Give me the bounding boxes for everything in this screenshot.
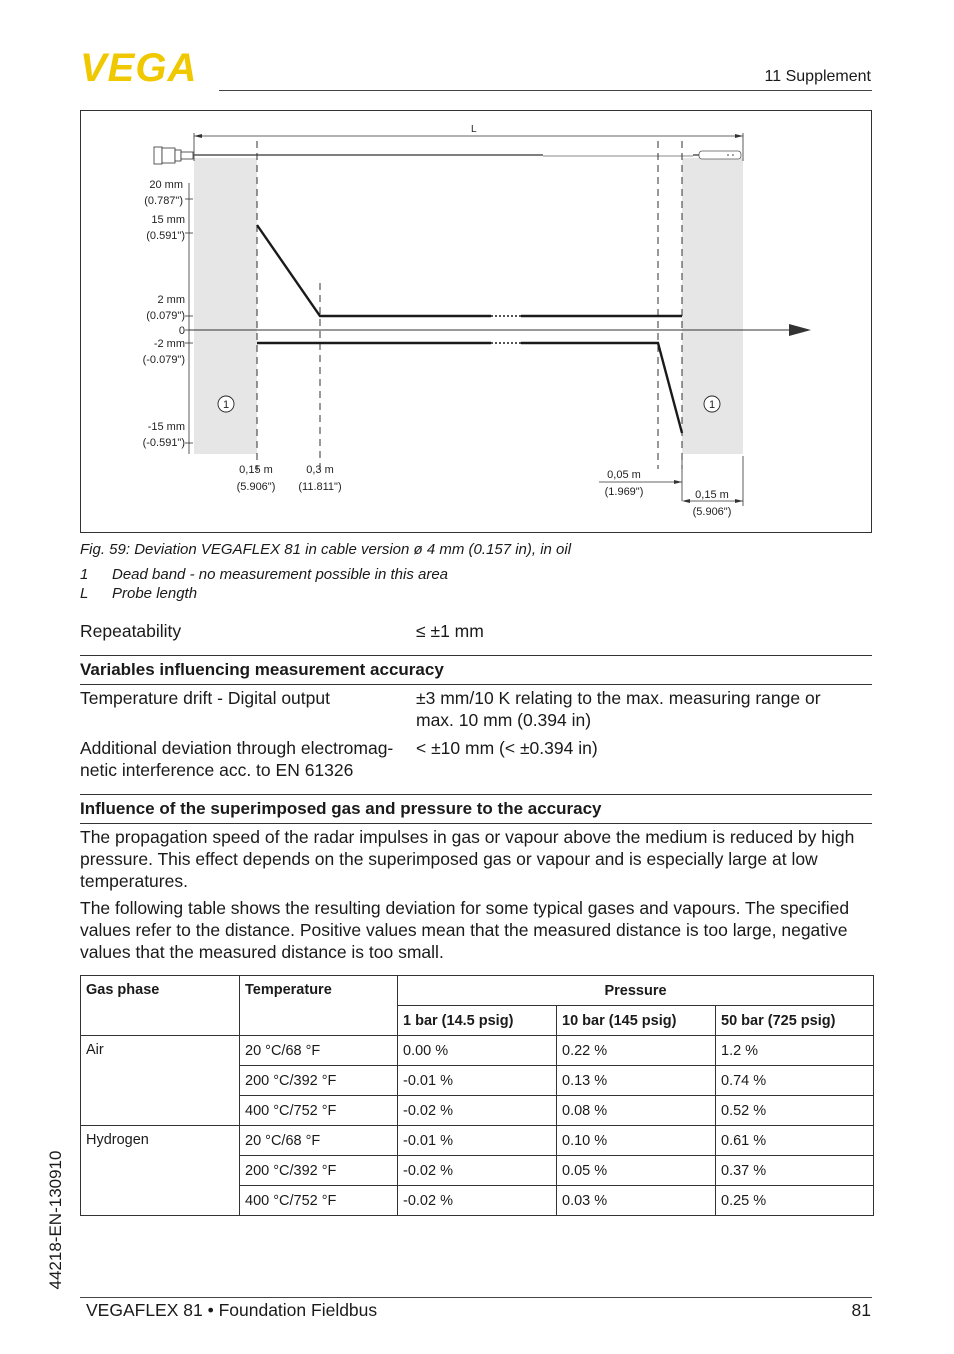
emi-value: < ±10 mm (< ±0.394 in) (416, 738, 598, 758)
header-gas-phase: Gas phase (81, 976, 240, 1036)
header-pressure-50bar: 50 bar (725 psig) (716, 1006, 874, 1036)
dead-band-marker-left (218, 396, 234, 412)
header-temperature: Temperature (240, 976, 398, 1036)
cell-50bar: 1.2 % (716, 1036, 874, 1066)
cell-temperature: 200 °C/392 °F (240, 1156, 398, 1186)
cell-1bar: -0.01 % (398, 1066, 557, 1096)
cell-1bar: -0.02 % (398, 1156, 557, 1186)
cell-10bar: 0.22 % (557, 1036, 716, 1066)
rule (80, 823, 872, 824)
header-rule (219, 90, 872, 91)
legend-key: L (80, 585, 89, 602)
repeatability-value: ≤ ±1 mm (416, 621, 484, 641)
repeatability-label: Repeatability (80, 621, 182, 641)
legend-item (80, 566, 448, 583)
gas-air: Air (81, 1036, 240, 1126)
y-label-15mm: 15 mm (151, 214, 185, 226)
y-label-2mm: 2 mm (157, 294, 185, 306)
cell-50bar: 0.61 % (716, 1126, 874, 1156)
logo-text: VEGA (80, 50, 198, 84)
rule (80, 794, 872, 795)
repeatability-row (80, 620, 872, 644)
x-label-03m: 0,3 m (306, 464, 334, 476)
dead-band-marker-right (704, 396, 720, 412)
legend-text: Dead band - no measurement possible in this area (112, 566, 449, 583)
y-label-15mm-in: (0.591") (146, 230, 185, 242)
deviation-upper (257, 225, 682, 316)
influence-paragraph-1: The propagation speed of the radar impulses in gas or vapour above the medium is reduced by high pressure. This effect depends on the superimposed gas or vapour and is especially large at low temperatures. (80, 827, 855, 891)
document-code (40, 1140, 72, 1300)
cell-10bar: 0.05 % (557, 1156, 716, 1186)
cell-temperature: 400 °C/752 °F (240, 1096, 398, 1126)
x-label-03m-in: (11.811") (298, 481, 342, 493)
table-row (81, 1036, 874, 1066)
legend-key: 1 (80, 566, 89, 583)
cell-temperature: 20 °C/68 °F (240, 1126, 398, 1156)
document-code-text: 44218-EN-130910 (46, 1150, 65, 1290)
variables-heading: Variables influencing measurement accuracy (80, 660, 444, 679)
rule (80, 684, 872, 685)
cell-50bar: 0.25 % (716, 1186, 874, 1216)
y-label-2mm-in: (0.079") (146, 310, 185, 322)
cell-1bar: -0.01 % (398, 1126, 557, 1156)
influence-paragraph-2: The following table shows the resulting deviation for some typical gases and vapours. The specified values refer to the distance. Positive values mean that the measured distance is too large, negative values that the measured distance is too small. (80, 898, 850, 962)
y-label-minus2mm: -2 mm (153, 338, 185, 350)
x-label-005m-in: (1.969") (604, 486, 644, 498)
cell-temperature: 20 °C/68 °F (240, 1036, 398, 1066)
x-label-015m-end: 0,15 m (695, 489, 729, 501)
cell-10bar: 0.10 % (557, 1126, 716, 1156)
emi-row (80, 737, 872, 783)
y-label-zero: 0 (178, 325, 185, 337)
y-label-20mm: 20 mm (149, 179, 183, 191)
section-title: 11 Supplement (764, 68, 871, 85)
x-label-015m: 0,15 m (239, 464, 273, 476)
cell-1bar: -0.02 % (398, 1186, 557, 1216)
length-label: L (471, 124, 477, 135)
x-label-015m-in: (5.906") (236, 481, 276, 493)
deviation-lower (257, 343, 682, 433)
cell-50bar: 0.52 % (716, 1096, 874, 1126)
y-label-minus2mm-in: (-0.079") (142, 354, 185, 366)
deviation-diagram (81, 111, 873, 534)
cell-10bar: 0.03 % (557, 1186, 716, 1216)
temperature-drift-row (80, 687, 872, 733)
cell-10bar: 0.13 % (557, 1066, 716, 1096)
cell-50bar: 0.74 % (716, 1066, 874, 1096)
legend-item (80, 585, 197, 602)
x-label-005m: 0,05 m (607, 469, 641, 481)
cell-10bar: 0.08 % (557, 1096, 716, 1126)
y-label-minus15mm: -15 mm (147, 421, 185, 433)
cell-temperature: 400 °C/752 °F (240, 1186, 398, 1216)
svg-text:1: 1 (708, 399, 716, 411)
vega-logo (80, 50, 212, 89)
footer-rule (80, 1297, 872, 1298)
svg-text:1: 1 (222, 399, 230, 411)
x-label-015m-end-in: (5.906") (692, 506, 732, 518)
gas-deviation-table (80, 975, 874, 1216)
axis-arrow (789, 324, 811, 336)
rule (80, 655, 872, 656)
figure-caption: Fig. 59: Deviation VEGAFLEX 81 in cable version ø 4 mm (0.157 in), in oil (80, 541, 572, 558)
emi-label: Additional deviation through electromag-netic interference acc. to EN 61326 (80, 738, 394, 780)
y-label-20mm-in: (0.787") (144, 195, 183, 207)
temperature-drift-label: Temperature drift - Digital output (80, 688, 330, 708)
deviation-figure (80, 110, 872, 533)
page-number: 81 (851, 1300, 871, 1320)
header-pressure-10bar: 10 bar (145 psig) (557, 1006, 716, 1036)
table-row (81, 1126, 874, 1156)
legend-text: Probe length (112, 585, 198, 602)
gas-hydrogen: Hydrogen (81, 1126, 240, 1216)
cell-1bar: -0.02 % (398, 1096, 557, 1126)
header-pressure: Pressure (398, 976, 874, 1006)
influence-heading: Influence of the superimposed gas and pressure to the accuracy (80, 799, 602, 818)
table-header-row (81, 976, 874, 1006)
y-label-minus15mm-in: (-0.591") (142, 437, 185, 449)
header-pressure-1bar: 1 bar (14.5 psig) (398, 1006, 557, 1036)
cell-50bar: 0.37 % (716, 1156, 874, 1186)
temperature-drift-value: ±3 mm/10 K relating to the max. measuring range or max. 10 mm (0.394 in) (416, 688, 821, 730)
footer-product: VEGAFLEX 81 • Foundation Fieldbus (86, 1300, 378, 1320)
cell-temperature: 200 °C/392 °F (240, 1066, 398, 1096)
cell-1bar: 0.00 % (398, 1036, 557, 1066)
